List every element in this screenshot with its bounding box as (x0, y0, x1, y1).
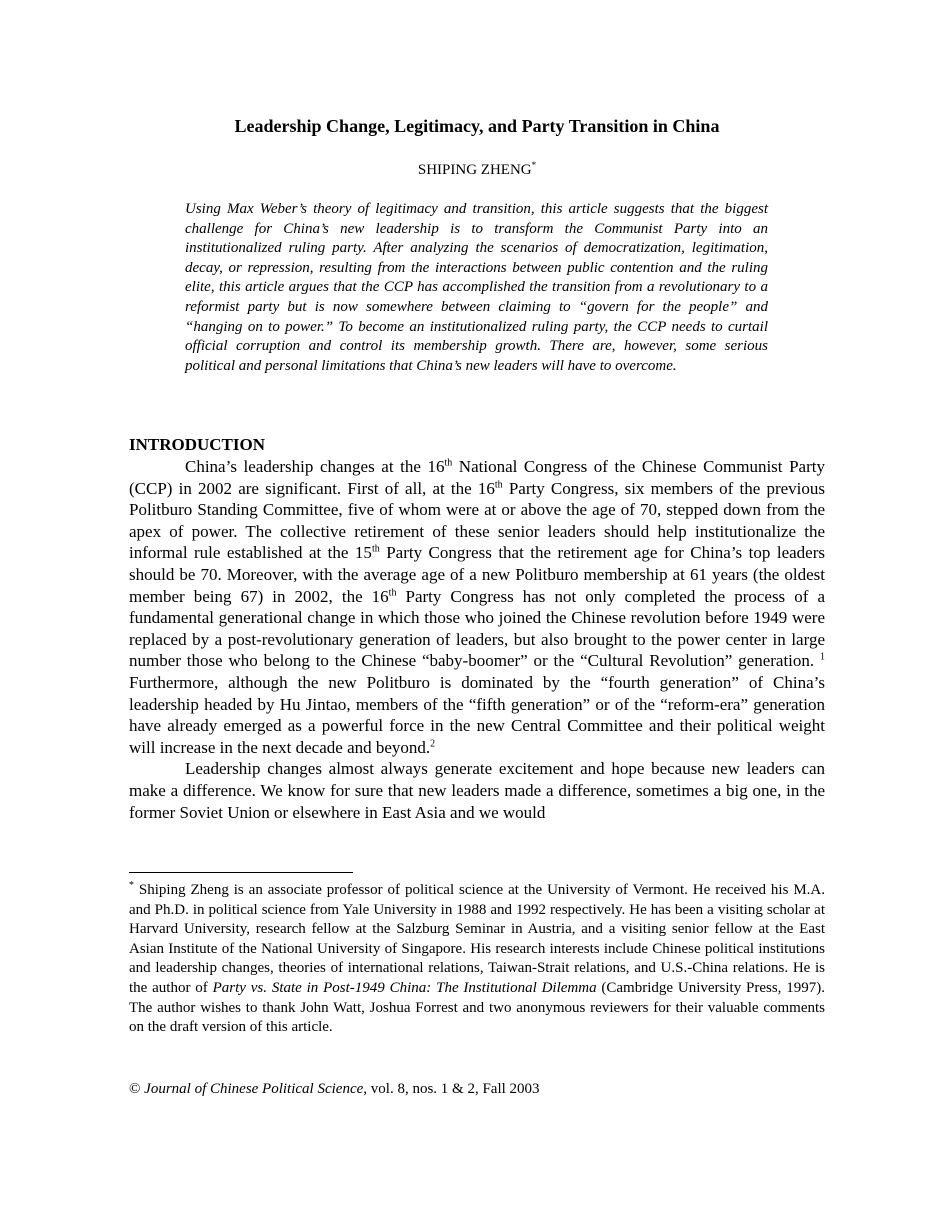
footnote-ref-1[interactable]: 1 (820, 651, 825, 663)
author-footnote-mark: * (531, 160, 537, 170)
author-line (129, 160, 825, 180)
journal-name: Journal of Chinese Political Science (144, 1081, 364, 1097)
footnote-divider (129, 872, 353, 873)
footnote-mark: * (129, 880, 134, 891)
journal-citation: © Journal of Chinese Political Science, vol. 8, nos. 1 & 2, Fall 2003 (129, 1081, 540, 1097)
author-footnote: * Shiping Zheng is an associate professor of political science at the University of Vermont. He received his M.A. and Ph.D. in political science from Yale University in 1988 and 1992 respectively. He has been a visiting scholar at Harvard University, research fellow at the Salzburg Seminar in Austria, and a visiting senior fellow at the East Asian Institute of the National University of Singapore. His research interests include Chinese political institutions and leadership changes, theories of international relations, Taiwan-Strait relations, and U.S.-China relations. He is the author of Party vs. State in Post-1949 China: The Institutional Dilemma (Cambridge University Press, 1997). The author wishes to thank John Watt, Joshua Forrest and two anonymous reviewers for their valuable comments on the draft version of this article. (129, 880, 826, 1036)
abstract: Using Max Weber’s theory of legitimacy and transition, this article suggests that the biggest challenge for China’s new leadership is to transform the Communist Party into an institutionalized ruling party. After analyzing the scenarios of democratization, legitimation, decay, or repression, resulting from the interactions between public contention and the ruling elite, this article argues that the CCP has accomplished the transition from a revolutionary to a reformist party but is now somewhere between claiming to “govern for the people” and “hanging on to power.” To become an institutionalized ruling party, the CCP needs to curtail official corruption and control its membership growth. There are, however, some serious political and personal limitations that China’s new leaders will have to overcome. (185, 201, 768, 374)
footnote-ref-2[interactable]: 2 (430, 738, 436, 750)
section-heading-introduction: INTRODUCTION (129, 435, 266, 454)
paper-title: Leadership Change, Legitimacy, and Party Transition in China (234, 116, 720, 136)
paragraph-1: China’s leadership changes at the 16th National Congress of the Chinese Communist Party (CCP) in 2002 are significant. First of all, at the 16th Party Congress, six members of the previous Politburo Standing Committee, five of whom were at or above the age of 70, stepped down from the apex of power. The collective retirement of these senior leaders should help institutionalize the informal rule established at the 15th Party Congress that the retirement age for China’s top leaders should be 70. Moreover, with the average age of a new Politburo membership at 61 years (the oldest member being 67) in 2002, the 16th Party Congress has not only completed the process of a fundamental generational change in which those who joined the Chinese revolution before 1949 were replaced by a post-revolutionary generation of leaders, but also brought to the power center in large number those who belong to the Chinese “baby-boomer” or the “Cultural Revolution” generation. $^1$ Furthermore, although the new Politburo is dominated by the “fourth generation” of China’s leadership headed by Hu Jintao, members of the “fifth generation” or of the “reform-era” generation have already emerged as a powerful force in the new Central Committee and their political weight will increase in the next decade and beyond.$^2$ (129, 457, 825, 757)
author-name: SHIPING ZHENG (417, 162, 532, 178)
book-title: Party vs. State in Post-1949 China: The Institutional Dilemma (212, 979, 597, 996)
paragraph-2: Leadership changes almost always generate excitement and hope because new leaders can make a difference. We know for sure that new leaders made a difference, sometimes a big one, in the former Soviet Union or elsewhere in East Asia and we would (129, 759, 825, 822)
body-text (129, 456, 825, 823)
